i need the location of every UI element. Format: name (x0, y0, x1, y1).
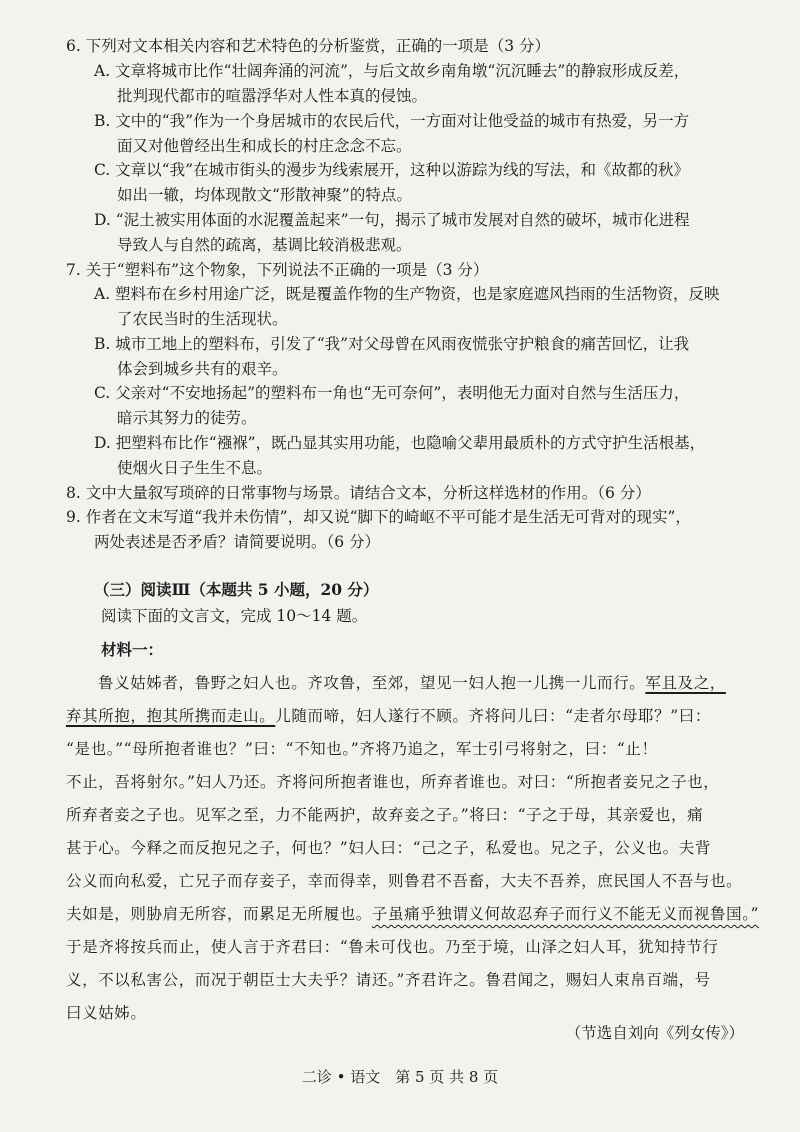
q7-option-d-line1: D. 把塑料布比作“襁褓”，既凸显其实用功能，也隐喻父辈用最质朴的方式守护生活根基， (94, 434, 706, 452)
q6-option-b-line1: B. 文中的“我”作为一个身居城市的农民后代，一方面对让他受益的城市有热爱，另一方 (94, 112, 690, 130)
q6-option-b-line2: 面又对他曾经出生和成长的村庄念念不忘。 (117, 137, 412, 155)
q6-option-d-line2: 导致人与自然的疏离，基调比较消极悲观。 (117, 236, 412, 254)
section-instruction: 阅读下面的文言文，完成 10～14 题。 (101, 607, 368, 625)
q7-stem: 7. 关于“塑料布”这个物象，下列说法不正确的一项是（3 分） (66, 261, 489, 279)
q7-option-c-line2: 暗示其努力的徒劳。 (117, 409, 257, 427)
passage-line-1: 鲁义姑姊者，鲁野之妇人也。齐攻鲁，至郊，望见一妇人抱一儿携一儿而行。军且及之， (98, 674, 726, 692)
q6-option-d-line1: D. “泥土被实用体面的水泥覆盖起来”一句，揭示了城市发展对自然的破坏，城市化进程 (94, 211, 690, 229)
q6-option-a-line2: 批判现代都市的喧嚣浮华对人性本真的侵蚀。 (117, 87, 428, 105)
underlined-sentence-1a: 军且及之， (645, 674, 726, 692)
q9-stem-line1: 9. 作者在文末写道“我并未伤情”，却又说“脚下的崎岖不平可能才是生活无可背对的现实”， (66, 508, 691, 526)
q7-option-b-line1: B. 城市工地上的塑料布，引发了“我”对父母曾在风雨夜慌张守护粮食的痛苦回忆，让我 (94, 335, 690, 353)
q6-stem: 6. 下列对文本相关内容和艺术特色的分析鉴赏，正确的一项是（3 分） (66, 37, 551, 55)
passage-line-8: 夫如是，则胁肩无所容，而累足无所履也。子虽痛乎独谓义何故忍弃子而行义不能无义而视鲁国。” (66, 905, 760, 923)
passage-line-5: 所弃者妾之子也。见军之至，力不能两护，故弃妾之子。”将曰：“子之于母，其亲爱也，痛 (66, 806, 704, 824)
q6-option-c-line2: 如出一辙，均体现散文“形散神聚”的特点。 (117, 186, 412, 204)
q7-option-d-line2: 使烟火日子生生不息。 (117, 459, 273, 477)
material-label: 材料一： (101, 640, 164, 659)
q6-option-c-line1: C. 文章以“我”在城市街头的漫步为线索展开，这种以游踪为线的写法，和《故都的秋》 (94, 161, 690, 179)
q8-stem: 8. 文中大量叙写琐碎的日常事物与场景。请结合文本，分析这样选材的作用。（6 分） (66, 484, 651, 502)
passage-line-6: 甚于心。今释之而反抱兄之子，何也？”妇人曰：“己之子，私爱也。兄之子，公义也。夫背 (66, 839, 711, 857)
section-title: （三）阅读Ⅲ（本题共 5 小题，20 分） (94, 580, 379, 599)
passage-line-11: 曰义姑姊。 (66, 1004, 147, 1022)
wavy-underlined-sentence: 子虽痛乎独谓义何故忍弃子而行义不能无义而视鲁国。” (371, 905, 760, 923)
passage-line-2: 弃其所抱，抱其所携而走山。儿随而啼，妇人遂行不顾。齐将问儿曰：“走者尔母耶？”曰： (66, 707, 711, 725)
q7-option-a-line1: A. 塑料布在乡村用途广泛，既是覆盖作物的生产物资，也是家庭遮风挡雨的生活物资，反映 (94, 285, 720, 303)
passage-line-7: 公义而向私爱，亡兄子而存妾子，幸而得幸，则鲁君不吾畜，大夫不吾养，庶民国人不吾与也。 (66, 872, 743, 890)
q7-option-c-line1: C. 父亲对“不安地扬起”的塑料布一角也“无可奈何”，表明他无力面对自然与生活压力， (94, 384, 690, 402)
passage-line-9: 于是齐将按兵而止，使人言于齐君曰：“鲁未可伐也。乃至于境，山泽之妇人耳，犹知持节行 (66, 938, 719, 956)
underlined-sentence-1b: 弃其所抱，抱其所携而走山。 (66, 707, 276, 725)
q7-option-a-line2: 了农民当时的生活现状。 (117, 310, 288, 328)
page-footer: 二诊 • 语文 第 5 页 共 8 页 (301, 1068, 499, 1086)
passage-line-3: “是也。”“母所抱者谁也？”曰：“不知也。”齐将乃追之，军士引弓将射之，曰：“止！ (66, 740, 658, 758)
q9-stem-line2: 两处表述是否矛盾？请简要说明。（6 分） (94, 533, 381, 551)
passage-source: （节选自刘向《列女传》） (565, 1024, 744, 1042)
q6-option-a-line1: A. 文章将城市比作“壮阔奔涌的河流”，与后文故乡南角墩“沉沉睡去”的静寂形成反差， (94, 62, 690, 80)
q7-option-b-line2: 体会到城乡共有的艰辛。 (117, 360, 288, 378)
passage-line-10: 义，不以私害公，而况于朝臣士大夫乎？请还。”齐君许之。鲁君闻之，赐妇人束帛百端，号 (66, 971, 711, 989)
passage-line-4: 不止，吾将射尔。”妇人乃还。齐将问所抱者谁也，所弃者谁也。对曰：“所抱者妾兄之子也， (66, 773, 720, 791)
